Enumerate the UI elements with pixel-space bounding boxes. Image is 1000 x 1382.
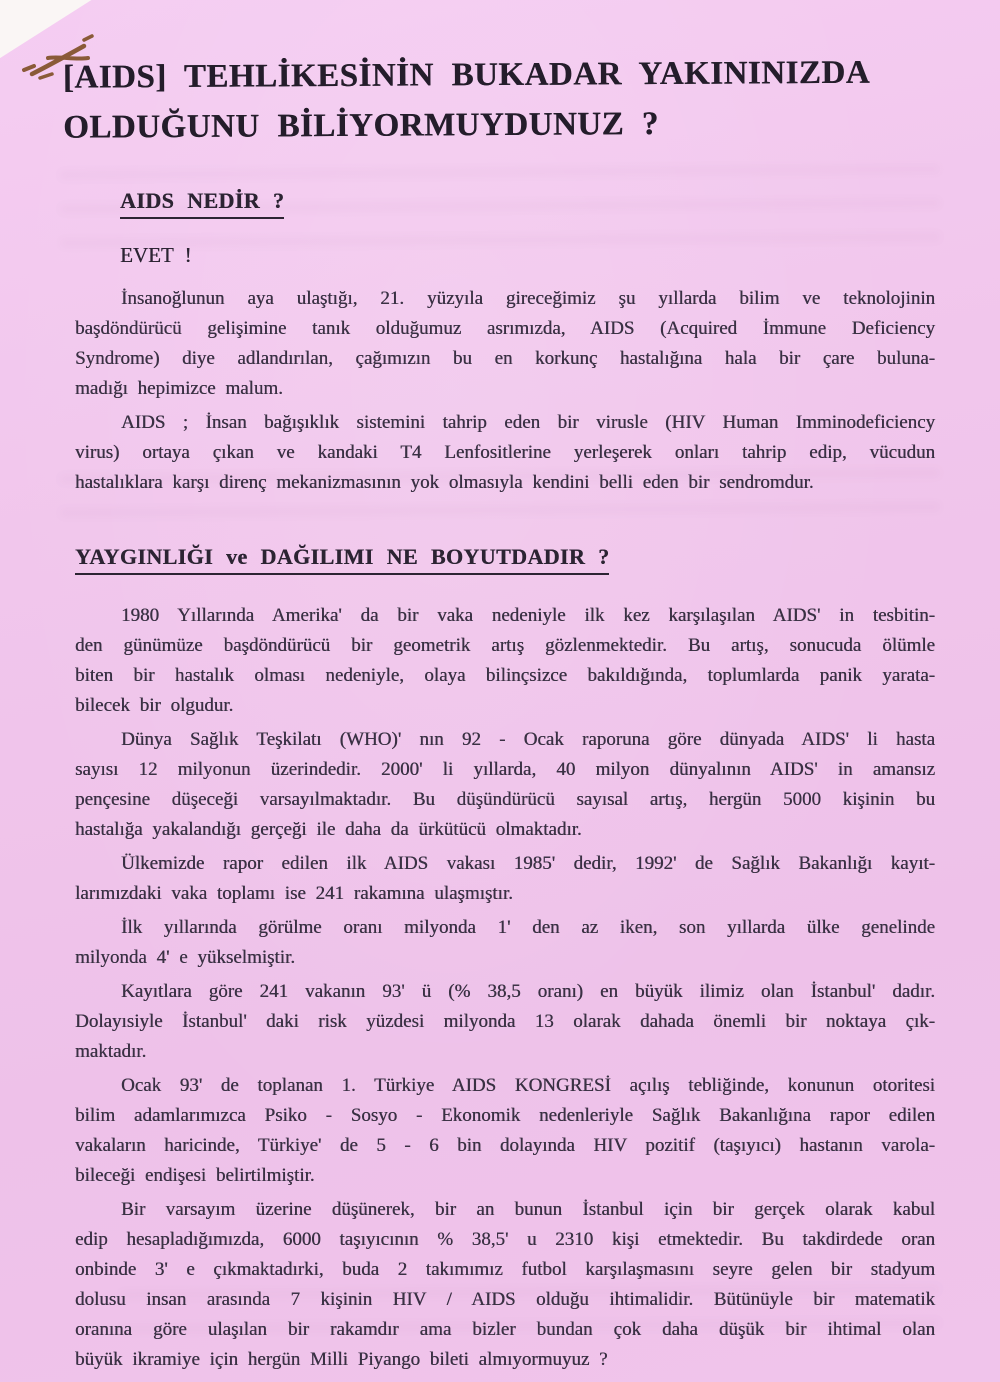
paragraph — [75, 284, 935, 404]
text-line: Dünya Sağlık Teşkilatı (WHO)' nın 92 - Ocak raporuna göre dünyada AIDS' li hasta — [121, 729, 935, 750]
text-line: Ocak 93' de toplanan 1. Türkiye AIDS KONGRESİ açılış tebliğinde, konunun otoritesi — [121, 1075, 935, 1096]
text-line: madığı hepimizce malum. — [75, 378, 283, 399]
text-line: Ülkemizde rapor edilen ilk AIDS vakası 1985' dedir, 1992' de Sağlık Bakanlığı kayıt- — [121, 853, 935, 874]
paragraph — [75, 601, 935, 721]
text-line: başdöndürücü gelişimine tanık olduğumuz asrımızda, AIDS (Acquired İmmune Deficiency — [75, 318, 935, 339]
text-line: vakaların haricinde, Türkiye' de 5 - 6 bin dolayında HIV pozitif (taşıyıcı) hastanın varola- — [75, 1135, 935, 1156]
paragraph — [75, 977, 935, 1067]
text-line: bilim adamlarımızca Psiko - Sosyo - Ekonomik nedenleriyle Sağlık Bakanlığına rapor edilen — [75, 1105, 935, 1126]
text-line: büyük ikramiye için hergün Milli Piyango bileti almıyormuyuz ? — [75, 1349, 608, 1370]
title-line-1: [AIDS] TEHLİKESİNİN BUKADAR YAKININIZDA — [62, 54, 871, 96]
text-line: pençesine düşeceği varsayılmaktadır. Bu düşündürücü sayısal artış, hergün 5000 kişinin bu — [75, 789, 935, 810]
text-line: AIDS ; İnsan bağışıklık sistemini tahrip eden bir virusle (HIV Human Imminodeficiency — [121, 412, 935, 433]
text-line: hastalıklara karşı direnç mekanizmasının yok olmasıyla kendini belli eden bir sendromdur. — [75, 472, 814, 493]
section-heading-aids-nedir — [120, 188, 935, 219]
paragraph — [75, 849, 935, 909]
section-heading-yayginligi — [75, 544, 935, 575]
text-line: bileceği endişesi belirtilmiştir. — [75, 1165, 315, 1186]
text-line: hastalığa yakalandığı gerçeği ile daha da ürkütücü olmaktadır. — [75, 819, 582, 840]
paragraph — [75, 1195, 935, 1375]
title-line-2: OLDUĞUNU BİLİYORMUYDUNUZ ? — [63, 106, 659, 146]
document-title — [63, 47, 936, 152]
text-line: larımızdaki vaka toplamı ise 241 rakamına ulaşmıştır. — [75, 883, 513, 904]
text-line: 1980 Yıllarında Amerika' da bir vaka nedeniyle ilk kez karşılaşılan AIDS' in tesbitin- — [121, 605, 935, 626]
section-what-is-aids — [75, 188, 935, 498]
section-prevalence — [75, 544, 935, 1375]
text-line: edip hesapladığımızda, 6000 taşıyıcının % 38,5' u 2310 kişi etmektedir. Bu takdirdede oran — [75, 1229, 935, 1250]
text-line: maktadır. — [75, 1041, 147, 1062]
text-line: onbinde 3' e çıkmaktadırki, buda 2 takımımız futbol karşılaşmasını seyre gelen bir stadyum — [75, 1259, 935, 1280]
section-1-paragraphs — [75, 284, 935, 498]
text-line: İnsanoğlunun aya ulaştığı, 21. yüzyıla gireceğimiz şu yıllarda bilim ve teknolojinin — [121, 288, 935, 309]
text-line: Kayıtlara göre 241 vakanın 93' ü (% 38,5 oranı) en büyük ilimiz olan İstanbul' dadır. — [121, 981, 935, 1002]
section-heading-text: YAYGINLIĞI ve DAĞILIMI NE BOYUTDADIR ? — [75, 544, 609, 575]
text-line: Bir varsayım üzerine düşünerek, bir an bunun İstanbul için bir gerçek olarak kabul — [121, 1199, 935, 1220]
text-line: dolusu insan arasında 7 kişinin HIV / AIDS olduğu ihtimalidir. Bütünüyle bir matematik — [75, 1289, 935, 1310]
text-line: Syndrome) diye adlandırılan, çağımızın bu en korkunç hastalığına hala bir çare buluna- — [75, 348, 935, 369]
text-line: biten bir hastalık olması nedeniyle, olaya bilinçsizce bakıldığında, toplumlarda panik yarata- — [75, 665, 935, 686]
text-line: Dolayısiyle İstanbul' daki risk yüzdesi milyonda 13 olarak dahada önemli bir noktaya çık- — [75, 1011, 935, 1032]
section-heading-text: AIDS NEDİR ? — [120, 188, 284, 219]
evet-exclamation: EVET ! — [120, 243, 192, 267]
paragraph — [75, 913, 935, 973]
text-line: milyonda 4' e yükselmiştir. — [75, 947, 296, 968]
text-line: İlk yıllarında görülme oranı milyonda 1' den az iken, son yıllarda ülke genelinde — [121, 917, 935, 938]
paragraph — [75, 725, 935, 845]
text-line: oranına göre ulaşılan bir rakamdır ama bizler bundan çok daha düşük bir ihtimal olan — [75, 1319, 935, 1340]
text-line: bilecek bir olgudur. — [75, 695, 234, 716]
paragraph — [75, 1071, 935, 1191]
section-2-paragraphs — [75, 601, 935, 1375]
text-line: virus) ortaya çıkan ve kandaki T4 Lenfositlerine yerleşerek onları tahrip edip, vücudun — [75, 442, 935, 463]
document-content — [62, 50, 935, 1375]
paragraph — [75, 408, 935, 498]
text-line: den günümüze başdöndürücü bir geometrik artış gözlenmektedir. Bu artış, sonucuda ölümle — [75, 635, 935, 656]
text-line: sayısı 12 milyonun üzerindedir. 2000' li yıllarda, 40 milyon dünyalının AIDS' in amansız — [75, 759, 935, 780]
